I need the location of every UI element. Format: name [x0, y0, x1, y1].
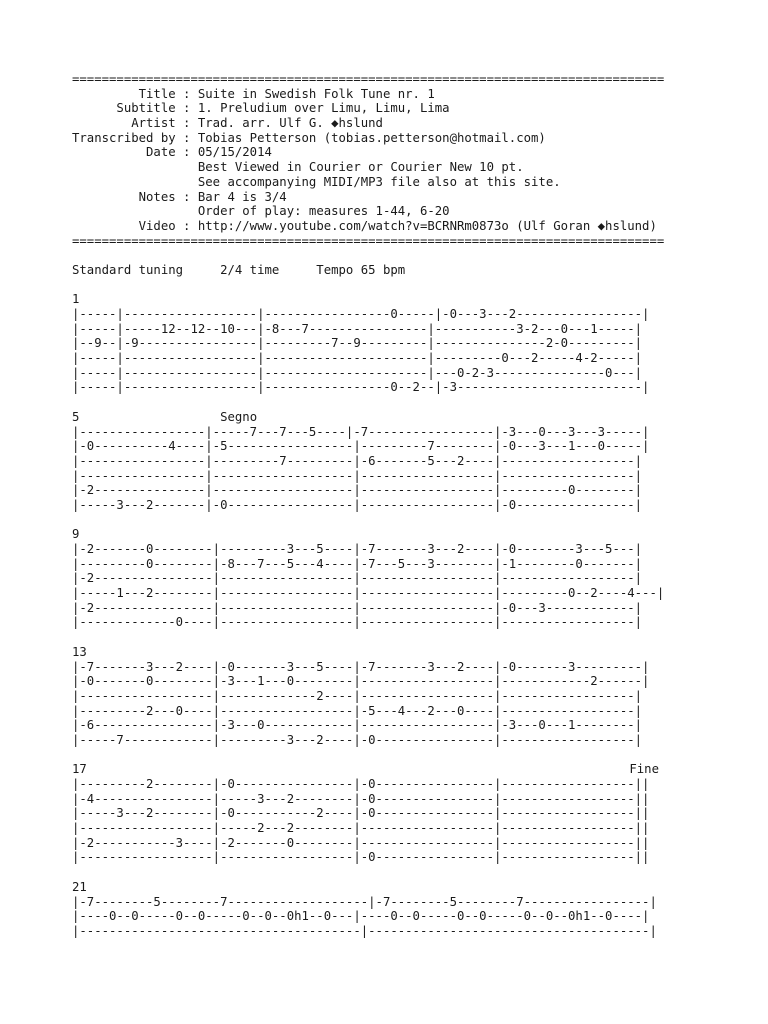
- tab-string-line: |-----|-----12--12--10---|-8---7----------------|-----------3-2---0---1-----|: [72, 321, 643, 336]
- header-field: [72, 87, 664, 102]
- tab-string-line: |--9--|-9----------------|---------7--9---------|---------------2-0---------|: [72, 336, 643, 351]
- header-field: [72, 190, 664, 205]
- header-field-label: [72, 204, 198, 218]
- tab-string-line: |-0-------0--------|-3---1---0--------|------------------|------------2------|: [72, 674, 650, 689]
- header-rule-bottom: ================================================================================: [72, 233, 665, 248]
- tab-string-line: |--------------------------------------|--------------------------------------|: [72, 923, 657, 938]
- bar-number: 21: [72, 879, 87, 894]
- system-header: [72, 880, 664, 895]
- blank-line: [72, 748, 664, 763]
- blank-line: [72, 248, 664, 263]
- header-field-value: Suite in Swedish Folk Tune nr. 1: [197, 86, 435, 101]
- header-field-value: Order of play: measures 1-44, 6-20: [197, 204, 450, 219]
- tab-string-line: |-6----------------|-3---0------------|------------------|-3---0---1--------|: [72, 718, 643, 733]
- bar-number: 9: [72, 527, 80, 542]
- tab-string-line: |---------2--------|-0----------------|-0----------------|------------------||: [72, 777, 650, 791]
- tab-string-line: |-7--------5--------7-------------------|-7--------5--------7-----------------|: [72, 894, 657, 909]
- header-field-value: http://www.youtube.com/watch?v=BCRNRm0873o (Ulf Goran ◆hslund): [197, 218, 657, 233]
- tab-string-line: |-2----------------|------------------|------------------|-0---3------------|: [72, 600, 643, 615]
- header-field-value: 05/15/2014: [197, 145, 272, 160]
- header-field: [72, 116, 664, 131]
- header-field: [72, 160, 664, 175]
- blank-line: [72, 630, 664, 645]
- header-field-value: 1. Preludium over Limu, Limu, Lima: [197, 101, 450, 116]
- bar-number: 5: [72, 409, 80, 424]
- tab-string-line: |-----------------|-----7---7---5----|-7-----------------|-3---0---3---3-----|: [72, 424, 650, 439]
- bar-number: 13: [72, 644, 87, 659]
- bar-number: 17: [72, 762, 87, 777]
- header-field-label: Transcribed by :: [72, 130, 198, 145]
- tab-string-line: |-----|------------------|----------------------|---0-2-3---------------0---|: [72, 365, 643, 380]
- tab-string-line: |-------------0----|------------------|------------------|------------------|: [72, 615, 643, 630]
- tab-string-line: |-----|------------------|-----------------0--2--|-3-------------------------|: [72, 380, 650, 395]
- tab-string-line: |-----3---2--------|-0-----------2----|-0----------------|------------------||: [72, 806, 650, 821]
- blank-line: [72, 395, 664, 410]
- header-field-label: [72, 160, 198, 174]
- tab-string-line: |-----|------------------|-----------------0-----|-0---3---2-----------------|: [72, 307, 650, 321]
- info-line: Standard tuning 2/4 time Tempo 65 bpm: [72, 262, 406, 277]
- header-field: [72, 204, 664, 219]
- fine-marker: Fine: [629, 762, 659, 777]
- tab-string-line: |-2-----------3----|-2-------0--------|------------------|------------------||: [72, 835, 650, 850]
- header-field-label: Artist :: [72, 116, 198, 131]
- tab-string-line: |---------0--------|-8---7---5---4----|-7---5---3--------|-1--------0-------|: [72, 556, 643, 571]
- header-field-value: Bar 4 is 3/4: [197, 189, 287, 204]
- tab-string-line: |-0----------4----|-5-----------------|---------7--------|-0---3---1---0-----|: [72, 439, 650, 454]
- tab-string-line: |-----3---2-------|-0-----------------|------------------|-0----------------|: [72, 497, 643, 512]
- tab-string-line: |----0--0-----0--0-----0--0--0h1--0---|----0--0-----0--0-----0--0--0h1--0----|: [72, 909, 650, 924]
- tab-string-line: |-2----------------|------------------|------------------|------------------|: [72, 571, 643, 586]
- tablature-text: [72, 72, 664, 939]
- header-field-value: Best Viewed in Courier or Courier New 10 pt.: [197, 160, 524, 175]
- header-field: [72, 101, 664, 116]
- tab-string-line: |-4----------------|-----3---2--------|-0----------------|------------------||: [72, 791, 650, 806]
- header-field-value: See accompanying MIDI/MP3 file also at this site.: [197, 174, 561, 189]
- header-field-label: Notes :: [72, 189, 198, 204]
- header-field-label: [72, 175, 198, 189]
- header-field: [72, 219, 664, 234]
- system-header: [72, 527, 664, 542]
- segno-marker: Segno: [220, 409, 258, 424]
- tab-string-line: |-2-------0--------|---------3---5----|-7-------3---2----|-0--------3---5---|: [72, 542, 643, 556]
- system-header: [72, 292, 664, 307]
- tab-string-line: |-7-------3---2----|-0-------3---5----|-7-------3---2----|-0-------3---------|: [72, 659, 650, 674]
- header-field-label: Date :: [72, 145, 198, 160]
- tab-string-line: |-----------------|---------7---------|-6-------5---2----|------------------|: [72, 453, 643, 468]
- tab-string-line: |-----7------------|---------3---2----|-0----------------|------------------|: [72, 732, 643, 747]
- tab-string-line: |---------2---0----|------------------|-5---4---2---0----|------------------|: [72, 703, 643, 718]
- header-rule-top: ================================================================================: [72, 72, 665, 86]
- tab-string-line: |-2---------------|-------------------|------------------|---------0--------|: [72, 483, 643, 498]
- header-field: [72, 175, 664, 190]
- blank-line: [72, 865, 664, 880]
- tab-string-line: |------------------|-------------2----|------------------|------------------|: [72, 688, 643, 703]
- header-field-label: Subtitle :: [72, 101, 198, 116]
- header-field-value: Tobias Petterson (tobias.petterson@hotmail.com): [197, 130, 546, 145]
- header-field-label: Video :: [72, 218, 198, 233]
- tab-string-line: |-----1---2--------|------------------|------------------|---------0--2----4---|: [72, 586, 665, 601]
- system-header: [72, 645, 664, 660]
- header-field-value: Trad. arr. Ulf G. ◆hslund: [197, 116, 383, 131]
- system-header: [72, 762, 659, 777]
- bar-number: 1: [72, 292, 80, 307]
- header-field: [72, 145, 664, 160]
- header-field-label: Title :: [72, 86, 198, 101]
- tab-string-line: |------------------|------------------|-0----------------|------------------||: [72, 850, 650, 865]
- tab-string-line: |-----------------|-------------------|------------------|------------------|: [72, 468, 643, 483]
- tab-string-line: |-----|------------------|----------------------|---------0---2-----4-2-----|: [72, 351, 643, 366]
- header-field: [72, 131, 664, 146]
- blank-line: [72, 513, 664, 528]
- tab-string-line: |------------------|-----2---2--------|------------------|------------------||: [72, 821, 650, 836]
- blank-line: [72, 278, 664, 293]
- system-header: [72, 410, 664, 425]
